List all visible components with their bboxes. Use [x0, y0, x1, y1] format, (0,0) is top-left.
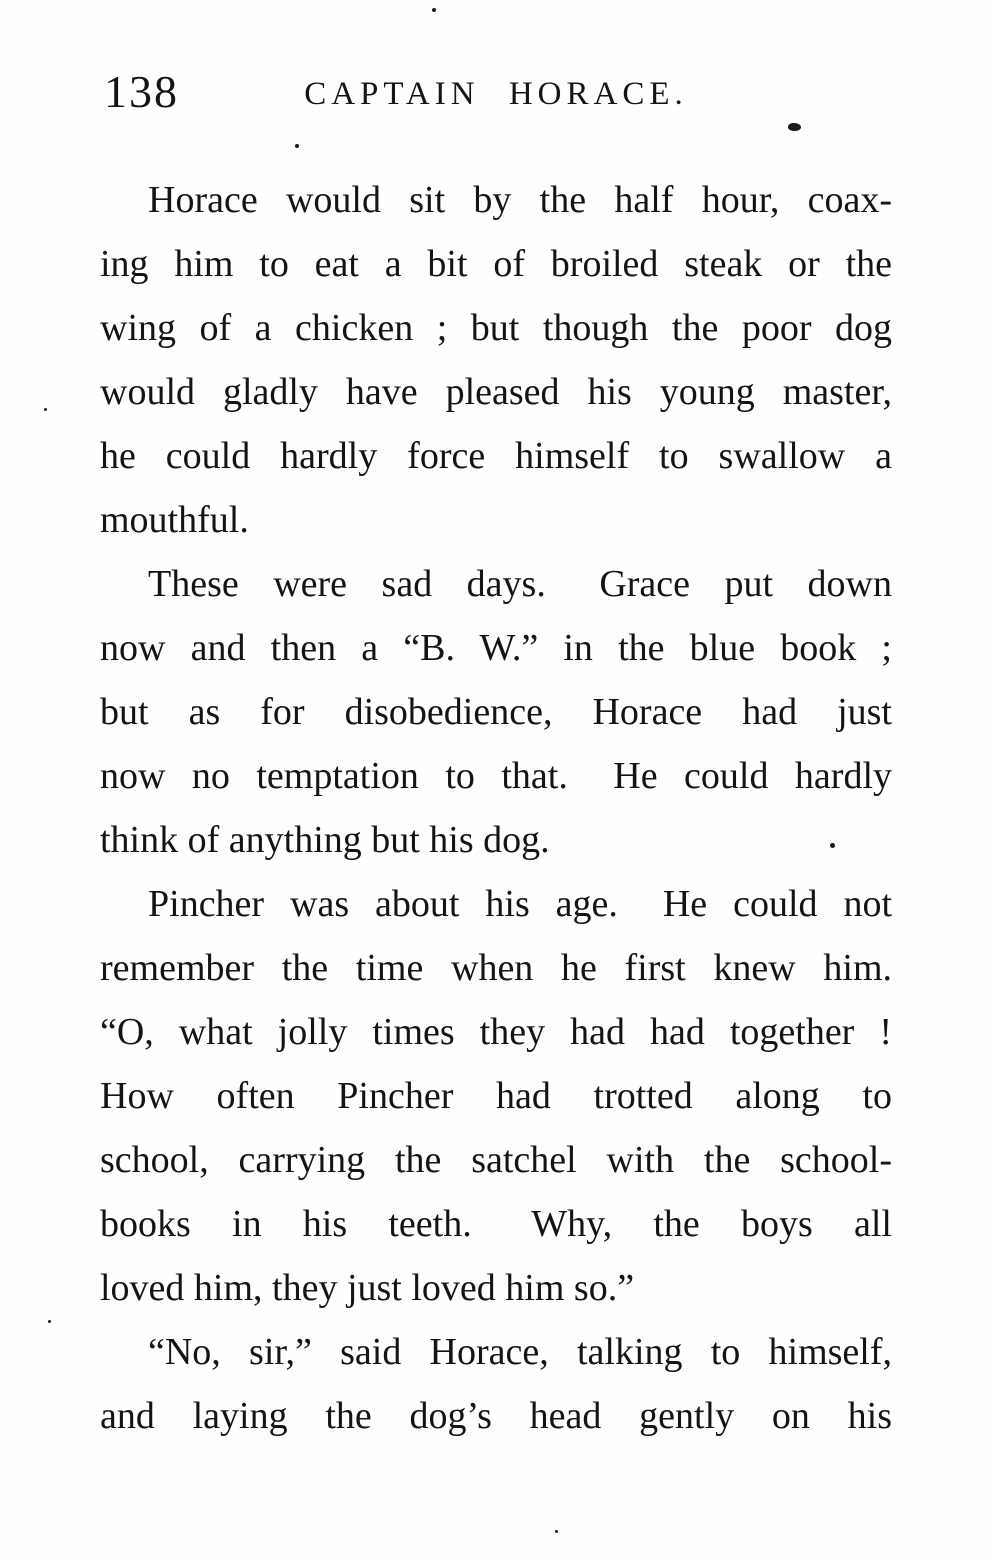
- text-line: remember the time when he first knew him.: [100, 947, 892, 989]
- ink-speck: [555, 1530, 558, 1533]
- ink-speck: [432, 8, 436, 12]
- text-line: he could hardly force himself to swallow a: [100, 435, 892, 477]
- text-line: now no temptation to that. He could hardly: [100, 755, 892, 797]
- text-line: think of anything but his dog.: [100, 819, 550, 861]
- text-line: These were sad days. Grace put down: [148, 563, 892, 605]
- text-line: now and then a “B. W.” in the blue book ;: [100, 627, 892, 669]
- text-line: Pincher was about his age. He could not: [148, 883, 892, 925]
- text-line: books in his teeth. Why, the boys all: [100, 1203, 892, 1245]
- running-title: CAPTAIN HORACE.: [304, 76, 688, 112]
- paragraph: [100, 168, 892, 552]
- text-line: Horace would sit by the half hour, coax-: [148, 179, 892, 221]
- text-line: but as for disobedience, Horace had just: [100, 691, 892, 733]
- text-line: and laying the dog’s head gently on his: [100, 1395, 892, 1437]
- ink-speck: [48, 1320, 51, 1323]
- text-line: would gladly have pleased his young master,: [100, 371, 892, 413]
- text-line: school, carrying the satchel with the school-: [100, 1139, 892, 1181]
- body-text: [100, 168, 892, 1448]
- ink-speck: [295, 144, 299, 148]
- text-line: “O, what jolly times they had had together !: [100, 1011, 892, 1053]
- page-number: 138: [104, 66, 179, 117]
- text-line: How often Pincher had trotted along to: [100, 1075, 892, 1117]
- text-line: loved him, they just loved him so.”: [100, 1267, 635, 1309]
- ink-speck: [830, 843, 835, 848]
- text-line: mouthful.: [100, 499, 249, 541]
- text-line: ing him to eat a bit of broiled steak or the: [100, 243, 892, 285]
- text-line: “No, sir,” said Horace, talking to himself,: [148, 1331, 892, 1373]
- paragraph: [100, 1320, 892, 1448]
- ink-blot: [788, 123, 801, 131]
- text-line: wing of a chicken ; but though the poor dog: [100, 307, 892, 349]
- page-header: [100, 66, 892, 118]
- paragraph: [100, 552, 892, 872]
- ink-speck: [44, 408, 47, 411]
- paragraph: [100, 872, 892, 1320]
